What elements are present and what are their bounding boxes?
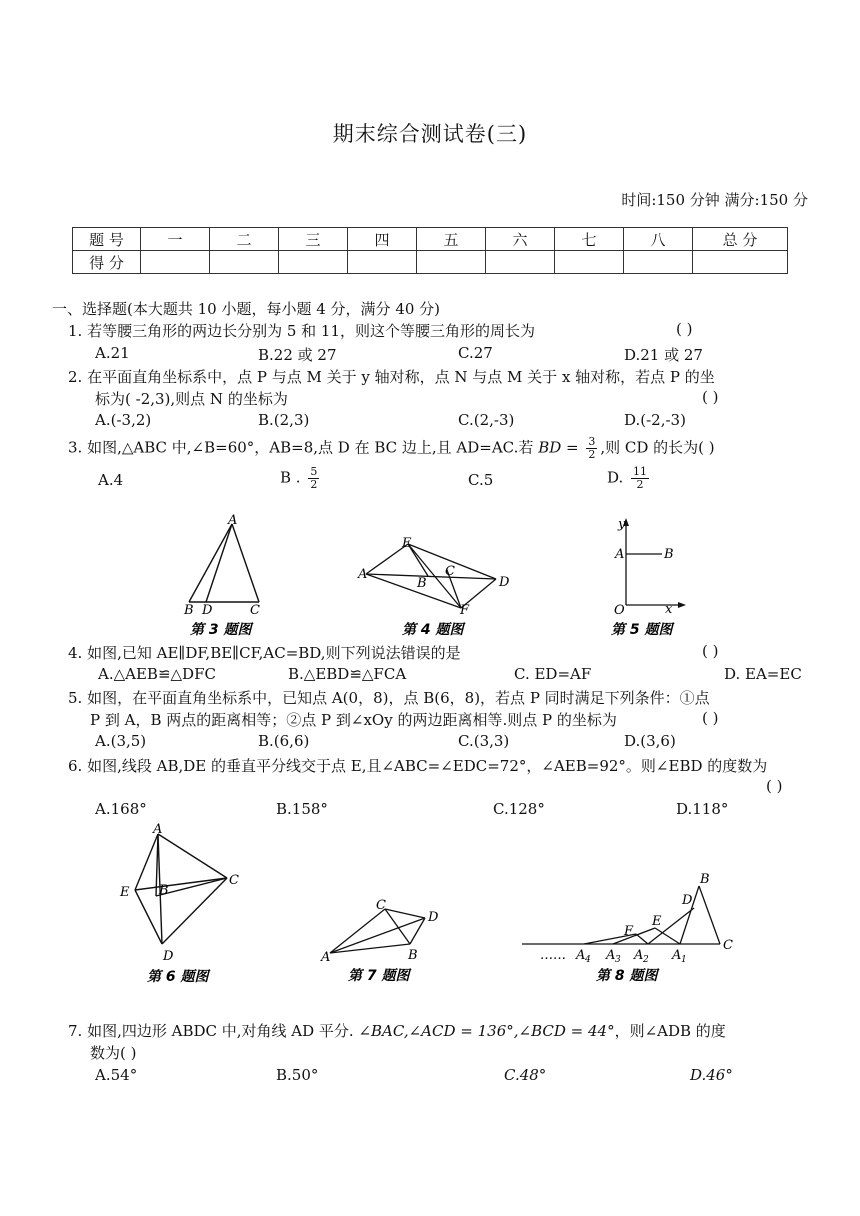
point-label-c: C — [723, 938, 733, 953]
fraction-numerator: 11 — [633, 465, 648, 478]
option-d[interactable]: D.46° — [690, 1066, 733, 1084]
point-label-c: C — [229, 873, 239, 888]
point-label-c: C — [376, 898, 386, 913]
score-cell[interactable] — [624, 251, 693, 274]
point-label-b: B — [664, 547, 674, 562]
question-1-text: 1. 若等腰三角形的两边长分别为 5 和 11，则这个等腰三角形的周长为 — [68, 322, 536, 340]
question-4-text: 4. 如图,已知 AE∥DF,BE∥CF,AC=BD,则下列说法错误的是 — [68, 644, 461, 662]
bd-label: BD = — [538, 438, 579, 457]
subscript-1: 1 — [681, 955, 687, 965]
bd-fraction — [586, 436, 597, 461]
score-header-cell: 七 — [555, 228, 624, 251]
option-a[interactable]: A.(3,5) — [95, 732, 147, 750]
option-b[interactable]: B.50° — [276, 1066, 319, 1084]
point-label-a: A — [228, 513, 238, 528]
score-cell[interactable] — [486, 251, 555, 274]
score-header-cell: 三 — [279, 228, 348, 251]
answer-paren: ( ) — [676, 320, 693, 338]
question-3-stem: 3. 如图,△ABC 中,∠B=60°，AB=8,点 D 在 BC 边上,且 AD=AC.若 — [68, 438, 534, 457]
option-c[interactable]: C.48° — [504, 1066, 547, 1084]
score-header-cell: 八 — [624, 228, 693, 251]
figure-8 — [518, 868, 748, 988]
fraction-denominator: 2 — [588, 448, 596, 461]
fraction-numerator: 5 — [310, 465, 318, 478]
option-d[interactable]: D. EA=EC — [724, 665, 802, 683]
option-b-fraction — [308, 466, 319, 491]
option-d-label: D. — [607, 468, 624, 487]
point-label-e: E — [120, 885, 130, 900]
subscript-3: 3 — [615, 955, 621, 965]
question-3-text — [68, 436, 715, 461]
option-b[interactable]: B.158° — [276, 800, 328, 818]
score-cell[interactable] — [555, 251, 624, 274]
point-label-b: B — [159, 883, 169, 898]
x-axis-arrow-icon — [678, 602, 686, 608]
page-title: 期末综合测试卷(三) — [332, 122, 528, 146]
question-5-line1: 5. 如图，在平面直角坐标系中，已知点 A(0，8)，点 B(6，8)，若点 P 同时满足下列条件：①点 — [68, 689, 710, 707]
fraction-denominator: 2 — [310, 478, 318, 491]
point-label-d: D — [428, 910, 439, 925]
question-2-line2: 标为( -2,3),则点 N 的坐标为 — [95, 390, 288, 408]
score-cell[interactable] — [141, 251, 210, 274]
question-2-line1: 2. 在平面直角坐标系中，点 P 与点 M 关于 y 轴对称，点 N 与点 M 关于 x 轴对称，若点 P 的坐 — [68, 368, 715, 386]
option-b[interactable] — [280, 466, 322, 491]
point-label-c: C — [250, 603, 260, 618]
question-5-line2: P 到 A，B 两点的距离相等；②点 P 到∠xOy 的两边距离相等.则点 P 的坐标为 — [90, 711, 617, 729]
option-d-fraction — [631, 466, 649, 491]
point-label-a2: A — [634, 948, 644, 963]
option-d[interactable]: D.21 或 27 — [624, 346, 703, 364]
point-label-b: B — [184, 603, 194, 618]
point-label-e: E — [652, 914, 662, 929]
figure-6-caption: 第 6 题图 — [147, 969, 209, 985]
figure-4 — [355, 530, 525, 638]
option-a[interactable]: A.168° — [95, 800, 147, 818]
point-label-d: D — [202, 603, 213, 618]
point-label-b: B — [700, 872, 710, 887]
subscript-4: 4 — [585, 955, 591, 965]
score-row-label: 得 分 — [73, 251, 141, 274]
point-label-a: A — [615, 547, 625, 562]
point-label-a: A — [153, 822, 163, 837]
option-b-label: B . — [280, 468, 301, 487]
score-cell[interactable] — [279, 251, 348, 274]
option-c[interactable]: C.(2,-3) — [458, 411, 515, 429]
score-table — [72, 227, 788, 274]
point-label-f: F — [624, 924, 634, 939]
point-label-a3: A — [606, 948, 616, 963]
origin-label: O — [614, 603, 625, 618]
question-6-text: 6. 如图,线段 AB,DE 的垂直平分线交于点 E,且∠ABC=∠EDC=72°，∠AEB=92°。则∠EBD 的度数为 — [68, 757, 768, 775]
point-label-c: C — [445, 564, 455, 579]
option-a[interactable]: A.△AEB≌△DFC — [98, 665, 216, 683]
option-c[interactable]: C.27 — [458, 344, 493, 362]
option-b[interactable]: B.(6,6) — [258, 732, 310, 750]
figure-3-caption: 第 3 题图 — [190, 622, 252, 638]
question-3-tail: ,则 CD 的长为( ) — [600, 438, 715, 457]
score-header-cell: 一 — [141, 228, 210, 251]
axis-label-x: x — [665, 602, 673, 617]
question-7-line2: 数为( ) — [90, 1044, 137, 1062]
figure-8-caption: 第 8 题图 — [596, 968, 658, 984]
point-label-a: A — [358, 567, 368, 582]
section-heading: 一、选择题(本大题共 10 小题，每小题 4 分，满分 40 分) — [52, 300, 441, 318]
figure-5 — [605, 512, 695, 638]
answer-paren: ( ) — [766, 777, 783, 795]
question-7-line1 — [68, 1020, 726, 1041]
answer-paren: ( ) — [702, 642, 719, 660]
point-label-a4: A — [576, 948, 586, 963]
point-label-d: D — [499, 575, 510, 590]
axis-label-y: y — [618, 517, 626, 532]
option-c[interactable]: C. ED=AF — [514, 665, 592, 683]
score-cell[interactable] — [210, 251, 279, 274]
figure-6 — [115, 820, 250, 988]
option-c[interactable]: C.(3,3) — [458, 732, 510, 750]
score-header-cell: 题 号 — [73, 228, 141, 251]
option-d[interactable]: D.(-2,-3) — [624, 411, 686, 429]
figure-3 — [170, 510, 280, 638]
score-cell[interactable] — [693, 251, 788, 274]
point-label-e: E — [402, 536, 412, 551]
question-7-angles: ∠BAC,∠ACD = 136°,∠BCD = 44° — [358, 1022, 615, 1040]
point-label-f: F — [460, 603, 470, 618]
question-7-stem: 7. 如图,四边形 ABDC 中,对角线 AD 平分. — [68, 1022, 354, 1040]
option-a[interactable]: A.4 — [98, 471, 124, 489]
point-label-d: D — [682, 893, 693, 908]
option-b[interactable]: B.(2,3) — [258, 411, 310, 429]
option-a[interactable]: A.21 — [95, 344, 130, 362]
ellipsis-label: …… — [540, 948, 566, 963]
subscript-2: 2 — [643, 955, 649, 965]
figure-7-caption: 第 7 题图 — [348, 968, 410, 984]
score-header-cell: 四 — [348, 228, 417, 251]
figure-7 — [318, 890, 448, 988]
option-d[interactable]: D.118° — [676, 800, 729, 818]
point-label-b: B — [408, 948, 418, 963]
point-label-b: B — [417, 576, 427, 591]
option-c[interactable]: C.5 — [468, 471, 494, 489]
score-header-cell: 六 — [486, 228, 555, 251]
option-c[interactable]: C.128° — [493, 800, 545, 818]
point-label-d: D — [163, 949, 174, 964]
answer-paren: ( ) — [702, 709, 719, 727]
figure-4-caption: 第 4 题图 — [402, 622, 464, 638]
option-d[interactable]: D.(3,6) — [624, 732, 676, 750]
figure-5-caption: 第 5 题图 — [611, 622, 673, 638]
option-b[interactable]: B.△EBD≌△FCA — [288, 665, 407, 683]
answer-paren: ( ) — [702, 388, 719, 406]
score-cell[interactable] — [417, 251, 486, 274]
score-header-cell: 五 — [417, 228, 486, 251]
score-table-score-row — [73, 251, 788, 274]
option-b[interactable]: B.22 或 27 — [258, 346, 337, 364]
score-table-header-row — [73, 228, 788, 251]
option-a[interactable]: A.(-3,2) — [95, 411, 152, 429]
question-7-tail: ，则∠ADB 的度 — [614, 1022, 726, 1040]
score-cell[interactable] — [348, 251, 417, 274]
option-d[interactable] — [607, 466, 652, 491]
fraction-numerator: 3 — [588, 435, 596, 448]
score-header-cell: 总 分 — [693, 228, 788, 251]
point-label-a1: A — [672, 948, 682, 963]
score-header-cell: 二 — [210, 228, 279, 251]
option-a[interactable]: A.54° — [95, 1066, 138, 1084]
point-label-a: A — [321, 950, 331, 965]
time-info: 时间:150 分钟 满分:150 分 — [621, 191, 808, 209]
fraction-denominator: 2 — [636, 478, 644, 491]
